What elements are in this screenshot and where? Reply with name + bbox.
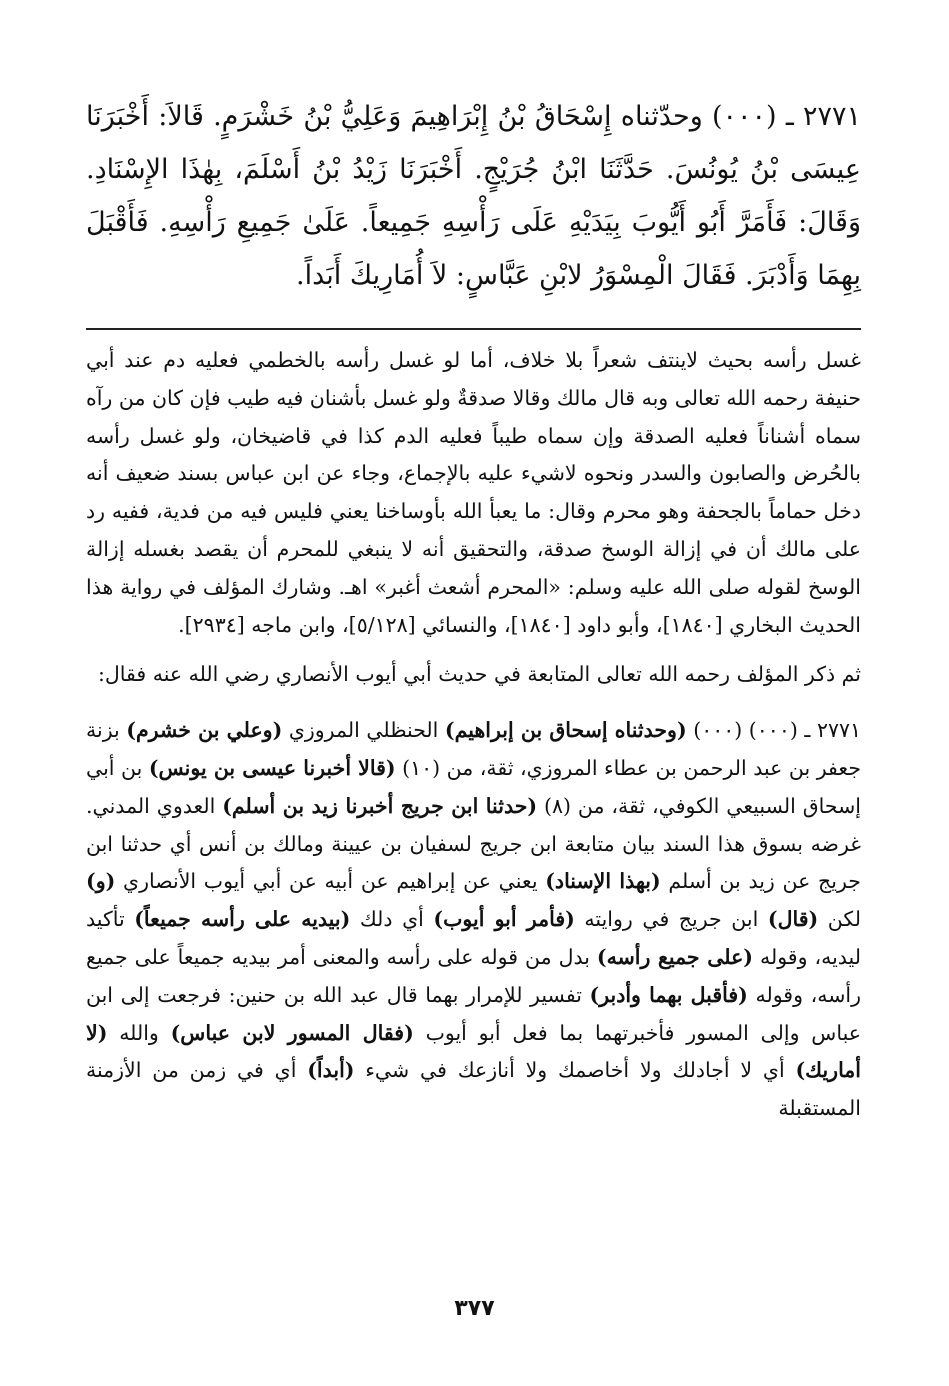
- quoted-text: (قال): [767, 907, 819, 932]
- explanation-text: بزنة جعفر بن عبد الرحمن بن عطاء المروزي، ثقة، من (١٠): [86, 718, 861, 780]
- quoted-text: (وعلي بن خشرم): [126, 718, 283, 743]
- quoted-text: (على جميع رأسه): [596, 944, 753, 969]
- explanation-text: بن أبي إسحاق السبيعي الكوفي، ثقة، من (٨): [86, 755, 861, 818]
- quoted-text: (فأقبل بهما وأدبر): [589, 982, 748, 1007]
- quoted-text: (حدثنا ابن جريج أخبرنا زيد بن أسلم): [222, 793, 538, 818]
- explanation-text: الحنظلي المروزي: [282, 718, 445, 743]
- explanation-text: أي في زمن من الأزمنة المستقبلة: [86, 1058, 861, 1121]
- explanation-text: أي لا أجادلك ولا أخاصمك ولا أنازعك في شيء: [354, 1058, 796, 1083]
- quoted-text: (وحدثناه إسحاق بن إبراهيم): [444, 718, 687, 743]
- quoted-text: (لا أماريك): [86, 1020, 861, 1083]
- hadith-number: ٢٧٧١ ـ (٠٠٠) (٠٠٠): [686, 718, 861, 743]
- explanation-text: تفسير للإمرار بهما قال عبد الله بن حنين: فرجعت إلى ابن عباس وإلى المسور فأخبرتهما بما فعل أبو أيوب: [86, 982, 861, 1045]
- explanation-text: والله: [107, 1020, 171, 1045]
- quoted-text: (و): [86, 869, 116, 894]
- commentary-paragraph: غسل رأسه بحيث لاينتف شعراً بلا خلاف، أما لو غسل رأسه بالخطمي فعليه دم عند أبي حنيفة رحمه الله تعالى وبه قال مالك وقالا صدقةٌ ولو غسل بأشنان فيه طيب فإن كان من رآه سماه أشناناً فعليه الصدقة وإن سماه طيباً فعليه الدم كذا في قاضيخان، ولو غسل رأسه بالحُرض والصابون والسدر ونحوه لاشيء عليه بالإجماع، وجاء عن ابن عباس بسند ضعيف أنه دخل حماماً بالجحفة وهو محرم وقال: ما يعبأ الله بأوساخنا يعني فليس فيه من فدية، ففيه رد على مالك أن في إزالة الوسخ صدقة، والتحقيق أنه لا ينبغي للمحرم أن يقصد بغسله إزالة الوسخ لقوله صلى الله عليه وسلم: «المحرم أشعث أغبر» اهـ. وشارك المؤلف في رواية هذا الحديث البخاري [١٨٤٠]، وأبو داود [١٨٤٠]، والنسائي [٥/١٢٨]، وابن ماجه [٢٩٣٤].: [86, 348, 861, 637]
- quoted-text: (فقال المسور لابن عباس): [170, 1020, 414, 1045]
- explanation-text: أي دلك: [350, 907, 434, 932]
- explanation-text: العدوي المدني. غرضه بسوق هذا السند بيان متابعة ابن جريج لسفيان بن عيينة ومالك بن أنس أي حدثنا ابن جريج عن زيد بن أسلم: [86, 793, 861, 894]
- hadith-paragraph: ٢٧٧١ ـ (٠٠٠) وحدّثناه إِسْحَاقُ بْنُ إِبْرَاهِيمَ وَعَلِيُّ بْنُ خَشْرَمٍ. قَالاَ: أَخْبَرَنَا عِيسَى بْنُ يُونُسَ. حَدَّثَنَا ابْنُ جُرَيْجٍ. أَخْبَرَنَا زَيْدُ بْنُ أَسْلَمَ، بِهٰذَا الإِسْنَادِ. وَقَالَ: فَأَمَرَّ أَبُو أَيُّوبَ بِيَدَيْهِ عَلَى رَأْسِهِ جَمِيعاً. عَلَىٰ جَمِيعِ رَأْسِهِ. فَأَقْبَلَ بِهِمَا وَأَدْبَرَ. فَقَالَ الْمِسْوَرُ لابْنِ عَبَّاسٍ: لاَ أُمَارِيكَ أَبَداً.: [86, 101, 861, 291]
- commentary: [86, 342, 861, 1128]
- commentary-paragraph: [86, 712, 861, 1128]
- explanation-text: بدل من قوله على رأسه والمعنى أمر بيديه جميعاً على جميع رأسه، وقوله: [86, 944, 861, 1007]
- quoted-text: (أبداً): [307, 1058, 355, 1083]
- quoted-text: (قالا أخبرنا عيسى بن يونس): [148, 755, 396, 780]
- quoted-text: (بهذا الإسناد): [545, 869, 661, 894]
- explanation-text: يعني عن إبراهيم عن أبيه عن أبي أيوب الأنصاري: [115, 869, 546, 894]
- section-divider: [86, 328, 861, 330]
- explanation-text: لكن: [818, 907, 861, 932]
- hadith-text: [86, 90, 861, 302]
- page-number: ٣٧٧: [454, 1296, 495, 1321]
- quoted-text: (فأمر أبو أيوب): [433, 907, 575, 932]
- commentary-paragraph: ثم ذكر المؤلف رحمه الله تعالى المتابعة في حديث أبي أيوب الأنصاري رضي الله عنه فقال:: [98, 662, 861, 687]
- explanation-text: ابن جريج في روايته: [574, 907, 768, 932]
- quoted-text: (بيديه على رأسه جميعاً): [134, 907, 351, 932]
- explanation-text: تأكيد ليديه، وقوله: [86, 907, 861, 969]
